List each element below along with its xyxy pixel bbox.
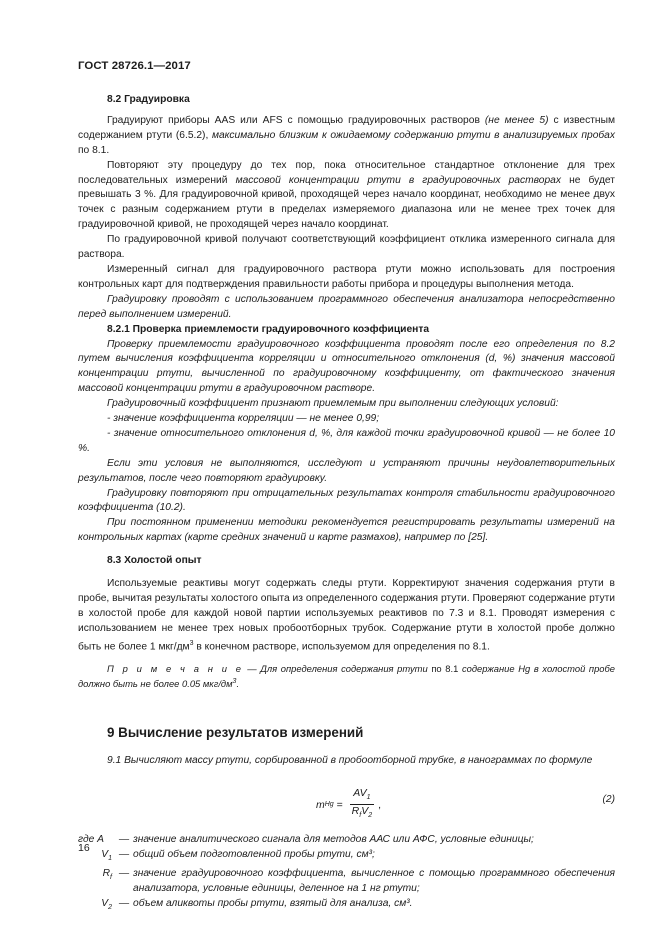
section-8-3-heading: 8.3 Холостой опыт: [107, 555, 202, 567]
document-code: ГОСТ 28726.1—2017: [78, 60, 191, 72]
section-8-2-1-heading: 8.2.1 Проверка приемлемости градуировочного коэффициента: [107, 323, 430, 335]
section-8-2-heading: 8.2 Градуировка: [107, 94, 190, 105]
paragraph: По градуировочной кривой получают соответствующий коэффициент отклика измеренного сигнала для раствора.: [78, 234, 615, 261]
paragraph: Если эти условия не выполняются, исследуют и устраняют причины неудовлетворительных результатов, после чего повторяют градуировку.: [78, 457, 615, 484]
paragraph: Измеренный сигнал для градуировочного раствора ртути можно использовать для построения контрольных карт для подтверждения правильности работы прибора и процедуры выполнения метода.: [78, 263, 615, 290]
paragraph: Градуировочный коэффициент признают приемлемым при выполнении следующих условий:: [107, 398, 559, 410]
paragraph: Используемые реактивы могут содержать следы ртути. Корректируют значения содержания ртути в пробе, вычитая результаты холостого опыта из определенного содержания ртути. Проверяют содержание ртути в холостой пробе для каждой новой партии используемых реактивов по 7.3 и 8.1. Проводят измерения с использованием не менее трех новых пробоотборных трубок. Содержание ртути в холостой пробе должно быть не более 1 мкг/$дм^3$ в конечном растворе, используемом для определения по 8.1.: [78, 578, 615, 653]
definition-row: $V_2$ — объем аликвоты пробы ртути, взятый для анализа, см³.: [101, 898, 413, 912]
equation-number: (2): [602, 794, 615, 806]
section-9-heading: 9 Вычисление результатов измерений: [107, 724, 364, 740]
paragraph: При постоянном применении методики рекомендуется регистрировать результаты измерений на контрольных картах (карте средних значений и карте размахов), например по [25].: [78, 517, 615, 544]
note: П р и м е ч а н и е — Для определения содержания ртути по 8.1 содержание Hg в холостой пробе должно быть не более 0.05 мкг/$дм^3$.: [78, 663, 615, 690]
definition-row: $R_f$ — значение градуировочного коэффициента, вычисленное с помощью программного обеспечения анализатора, условные единицы, деленное на 1 нг ртути;: [102, 868, 615, 895]
paragraph: Градуируют приборы AAS или AFS с помощью градуировочных растворов (не менее 5) с известным содержанием ртути (6.5.2), максимально близким к ожидаемому содержанию ртути в анализируемых пробах по 8.1.: [78, 114, 615, 156]
page-number: 16: [78, 842, 90, 854]
condition-item: - значение относительного отклонения d, %, для каждой точки градуировочной кривой — не более 10 %.: [78, 427, 615, 454]
paragraph: 9.1 Вычисляют массу ртути, сорбированной в пробоотборной трубке, в нанограммах по формуле: [107, 755, 593, 767]
fraction: $\frac{AV_1}{R_fV_2}$: [351, 787, 373, 820]
paragraph: Повторяют эту процедуру до тех пор, пока относительное стандартное отклонение для трех последовательных измерений массовой концентрации ртути в градуировочных растворах не будет превышать 3 %. Для градуировочной кривой, проходящей через начало координат, необходимо не менее двух точек с разным содержанием ртути в пределах измеряемого диапазона или не менее трех точек для градуировочной кривой, не проходящей через начало координат.: [78, 159, 615, 231]
formula-2: [78, 783, 615, 821]
variable-definitions: [78, 833, 615, 916]
paragraph: Проверку приемлемости градуировочного коэффициента проводят после его определения по 8.2 путем вычисления коэффициента корреляции и относительного отклонения (d, %) значения массовой концентрации ртути, вычисленной по градуировочному коэффициенту, от фактического значения массовой концентрации ртути в градуировочном растворе.: [78, 338, 615, 395]
paragraph: Градуировку повторяют при отрицательных результатах контроля стабильности градуировочного коэффициента (10.2).: [78, 487, 615, 514]
definition-row: $V_1$ — общий объем подготовленной пробы ртути, см³;: [101, 849, 375, 863]
definition-row: где A — значение аналитического сигнала для методов ААС или АФС, условные единицы;: [78, 834, 534, 846]
formula: m Hg = $\frac{AV_1}{R_fV_2}$ ,: [316, 787, 381, 822]
page-content: [78, 93, 615, 916]
condition-item: - значение коэффициента корреляции — не менее 0,99;: [107, 413, 380, 425]
paragraph: Градуировку проводят с использованием программного обеспечения анализатора непосредственно перед выполнением измерений.: [78, 293, 615, 320]
